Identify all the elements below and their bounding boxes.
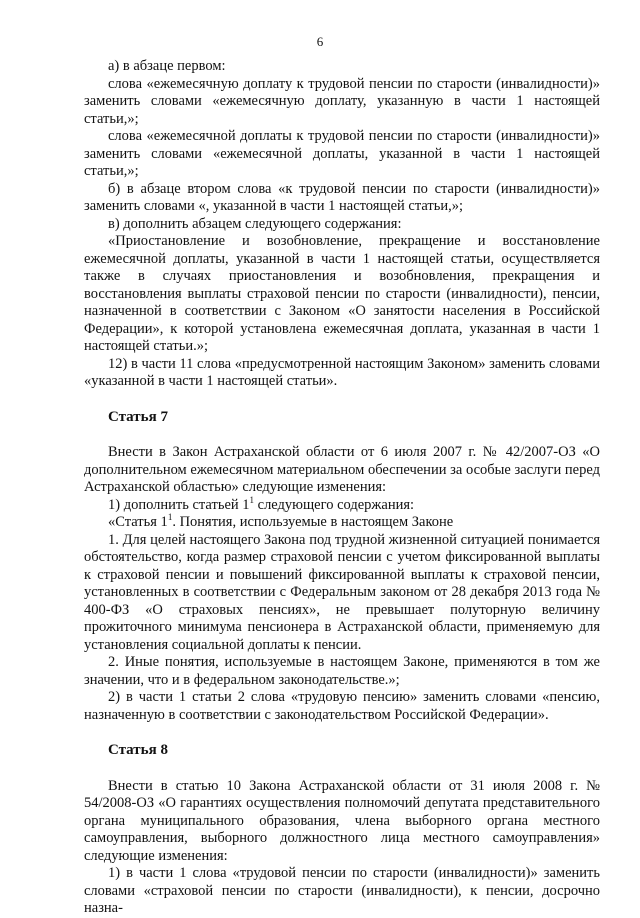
paragraph: «Приостановление и возобновление, прекращение и восстановление ежемесячной доплаты, указанной в части 1 настоящей статьи, осуществляется также в случаях приостановления и возобновления, прекращения и восстановления выплаты страховой пенсии по старости (инвалидности), пенсии, назначенной в соответствии с Законом «О занятости населения в Российской Федерации», к которой установлена ежемесячная доплата, указанная в части 1 настоящей статьи.»; bbox=[84, 233, 600, 354]
paragraph: Внести в Закон Астраханской области от 6 июля 2007 г. № 42/2007-ОЗ «О дополнительном ежемесячном материальном обеспечении за особые заслуги перед Астраханской областью» следующие изменения: bbox=[84, 444, 600, 495]
superscript: 1 bbox=[249, 494, 255, 505]
paragraph: Внести в статью 10 Закона Астраханской области от 31 июля 2008 г. № 54/2008-ОЗ «О гарантиях осуществления полномочий депутата представительного органа муниципального образования, члена выборного органа местного самоуправления, выборного должностного лица местного самоуправления» следующие изменения: bbox=[84, 777, 600, 864]
paragraph: в) дополнить абзацем следующего содержания: bbox=[108, 215, 402, 232]
paragraph-text: . Понятия, используемые в настоящем Законе bbox=[172, 514, 454, 530]
paragraph bbox=[84, 494, 600, 515]
paragraph: слова «ежемесячную доплату к трудовой пенсии по старости (инвалидности)» заменить словами «ежемесячную доплату, указанную в части 1 настоящей статьи,»; bbox=[84, 75, 600, 127]
page-number: 6 bbox=[316, 34, 324, 49]
paragraph: 1. Для целей настоящего Закона под трудной жизненной ситуацией понимается обстоятельство, когда размер страховой пенсии с учетом фиксированной выплаты к страховой пенсии и повышений фиксированной выплаты к страховой пенсии, установленных в соответствии с Федеральным законом от 28 декабря 2013 года № 400-ФЗ «О страховых пенсиях», не превышает полуторную величину прожиточного минимума пенсионера в Астраханской области, применяемую для установления социальной доплаты к пенсии. bbox=[84, 531, 600, 653]
paragraph: 2. Иные понятия, используемые в настоящем Законе, применяются в том же значении, что и в федеральном законодательстве.»; bbox=[84, 654, 600, 688]
paragraph: а) в абзаце первом: bbox=[108, 58, 226, 74]
paragraph-text: «Статья 1 bbox=[108, 514, 168, 530]
paragraph-text: следующего содержания: bbox=[254, 496, 415, 513]
superscript: 1 bbox=[167, 512, 173, 523]
paragraph: 2) в части 1 статьи 2 слова «трудовую пенсию» заменить словами «пенсию, назначенную в соответствии с законодательством Российской Федерации». bbox=[84, 689, 600, 723]
document-body bbox=[84, 58, 600, 918]
paragraph: б) в абзаце втором слова «к трудовой пенсии по старости (инвалидности)» заменить словами «, указанной в части 1 настоящей статьи,»; bbox=[84, 180, 600, 214]
paragraph: 1) в части 1 слова «трудовой пенсии по старости (инвалидности)» заменить словами «страховой пенсии по старости (инвалидности), к пенсии, досрочно назна- bbox=[84, 865, 600, 916]
paragraph: 12) в части 11 слова «предусмотренной настоящим Законом» заменить словами «указанной в части 1 настоящей статьи». bbox=[84, 355, 600, 389]
paragraph-text: 1) дополнить статьей 1 bbox=[108, 496, 250, 513]
paragraph bbox=[84, 514, 600, 532]
article-heading: Статья 7 bbox=[108, 408, 168, 425]
paragraph: слова «ежемесячной доплаты к трудовой пенсии по старости (инвалидности)» заменить словами «ежемесячной доплаты, указанной в части 1 настоящей статьи,»; bbox=[84, 128, 600, 179]
article-heading: Статья 8 bbox=[108, 742, 168, 758]
